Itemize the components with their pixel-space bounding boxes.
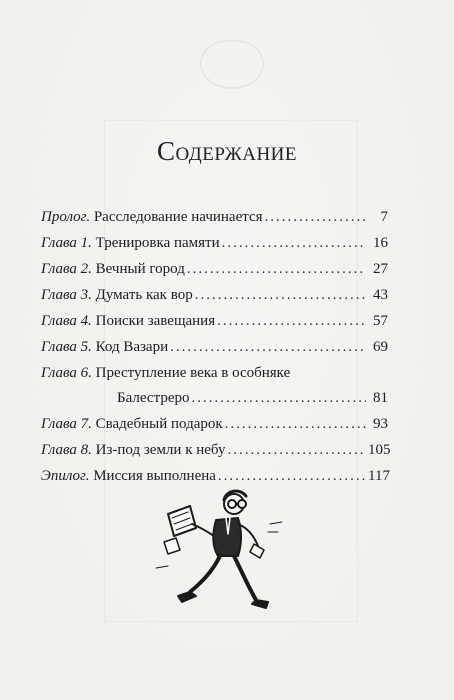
toc-entry-prefix: Глава 2. xyxy=(41,261,92,277)
toc-entry-chapter-8 xyxy=(41,441,391,459)
toc-entry-title: Тренировка памяти xyxy=(95,235,220,251)
toc-entry-title: Код Вазари xyxy=(95,339,169,355)
toc-entry-page: 81 xyxy=(373,390,388,406)
toc-entry-page: 16 xyxy=(373,235,388,251)
toc-entry-prefix: Глава 1. xyxy=(41,235,92,251)
leader-dots xyxy=(218,467,366,485)
leader-dots xyxy=(225,415,366,433)
toc-entry-label xyxy=(41,260,185,278)
toc-entry-chapter-1 xyxy=(41,234,388,252)
toc-entry-title: Расследование начинается xyxy=(93,209,263,225)
toc-entry-page: 27 xyxy=(373,261,388,277)
toc-entry-title: Из-под земли к небу xyxy=(95,442,226,458)
toc-entry-label xyxy=(41,338,168,356)
toc-entry-page: 69 xyxy=(373,339,388,355)
toc-entry-label xyxy=(41,467,216,485)
toc-entry-label xyxy=(41,312,215,330)
page-title: Содержание xyxy=(156,136,298,166)
leader-dots xyxy=(195,286,366,304)
toc-entry-page: 57 xyxy=(373,313,388,329)
toc-entry-label xyxy=(41,364,388,382)
toc-entry-prefix: Глава 7. xyxy=(41,416,92,432)
toc-entry-page: 117 xyxy=(368,468,390,484)
bleed-through-ornament xyxy=(200,40,264,89)
toc-entry-prefix: Глава 3. xyxy=(41,287,92,303)
toc-entry-title-line2: Балестреро xyxy=(117,390,190,406)
toc-entry-chapter-4 xyxy=(41,312,388,330)
toc-entry-title: Думать как вор xyxy=(95,287,193,303)
leader-dots xyxy=(191,389,366,407)
leader-dots xyxy=(265,208,366,226)
running-man-with-papers-icon xyxy=(150,484,290,614)
toc-entry-label xyxy=(41,441,225,459)
toc-entry-chapter-6 xyxy=(41,364,388,407)
toc-entry-label xyxy=(41,234,220,252)
toc-entry-label xyxy=(41,208,263,226)
toc-entry-prefix: Эпилог. xyxy=(41,468,90,484)
toc-entry-chapter-5 xyxy=(41,338,388,356)
toc-entry-prologue xyxy=(41,208,388,226)
toc-entry-page: 43 xyxy=(373,287,388,303)
toc-entry-prefix: Глава 6. xyxy=(41,365,92,381)
toc-entry-title: Свадебный подарок xyxy=(95,416,223,432)
leader-dots xyxy=(227,441,366,459)
toc-entry-epilogue xyxy=(41,467,388,485)
toc-entry-label xyxy=(41,286,193,304)
toc-entry-continuation xyxy=(41,389,388,407)
toc-entry-title: Миссия выполнена xyxy=(93,468,216,484)
toc-entry-page: 7 xyxy=(380,209,388,225)
toc-entry-prefix: Пролог. xyxy=(41,209,91,225)
toc-entry-prefix: Глава 5. xyxy=(41,339,92,355)
table-of-contents xyxy=(41,208,391,485)
leader-dots xyxy=(170,338,366,356)
toc-entry-title: Вечный город xyxy=(95,261,185,277)
toc-entry-page: 93 xyxy=(373,416,388,432)
toc-entry-title: Преступление века в особняке xyxy=(95,365,291,381)
toc-entry-label xyxy=(41,415,223,433)
toc-entry-title: Поиски завещания xyxy=(95,313,216,329)
toc-entry-page: 105 xyxy=(368,442,391,458)
leader-dots xyxy=(222,234,366,252)
toc-entry-chapter-3 xyxy=(41,286,388,304)
leader-dots xyxy=(187,260,366,278)
toc-entry-chapter-2 xyxy=(41,260,388,278)
toc-entry-chapter-7 xyxy=(41,415,388,433)
toc-entry-prefix: Глава 4. xyxy=(41,313,92,329)
leader-dots xyxy=(217,312,366,330)
toc-entry-prefix: Глава 8. xyxy=(41,442,92,458)
